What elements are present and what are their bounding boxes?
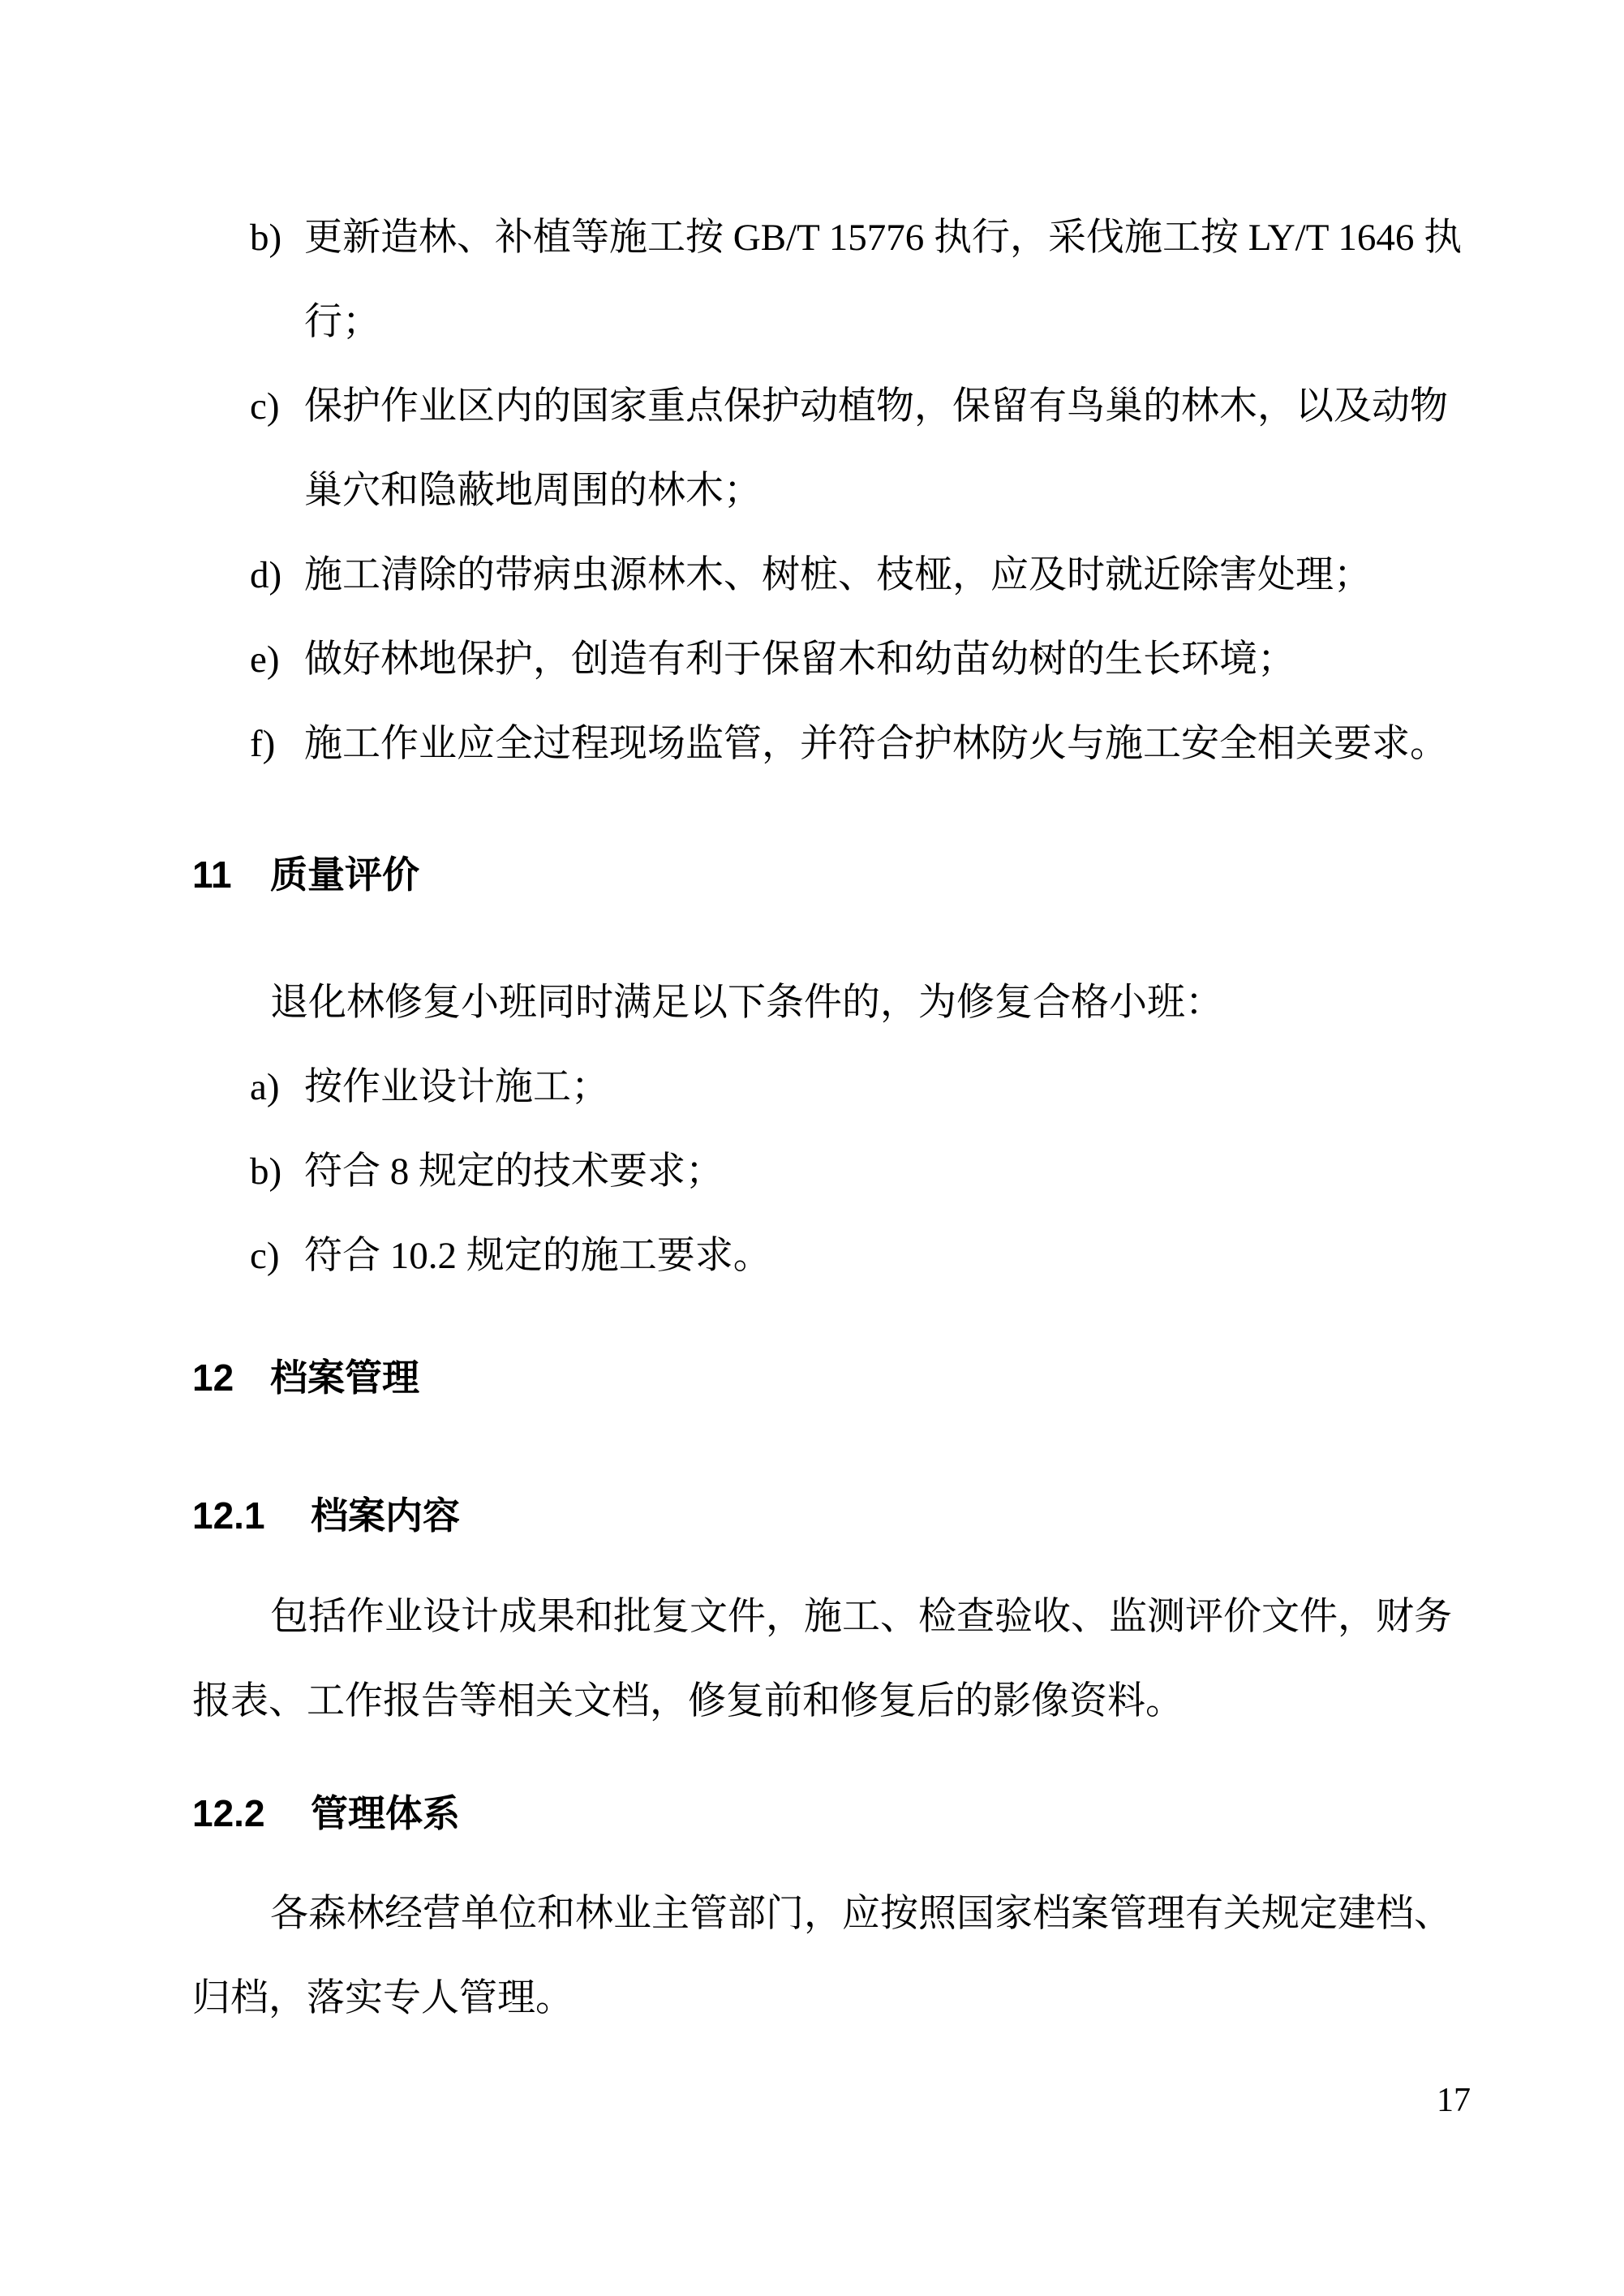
- section-12-1-paragraph: [192, 1575, 1452, 1743]
- paragraph-line: 报表、工作报告等相关文档，修复前和修复后的影像资料。: [192, 1680, 1184, 1722]
- list-item: [192, 364, 1452, 533]
- list-item-label: d): [250, 554, 282, 596]
- list-item: [192, 533, 1452, 617]
- list-line: [250, 1129, 1452, 1214]
- list-line: [250, 1214, 1452, 1298]
- section-heading-12: [192, 1354, 1452, 1401]
- section-12-2-paragraph: [192, 1872, 1452, 2040]
- list-line: [250, 702, 1452, 786]
- section-heading-11: [192, 851, 1452, 898]
- list-item-text: 符合 8 规定的技术要求；: [304, 1150, 724, 1193]
- list-item-text: 做好林地保护，创造有利于保留木和幼苗幼树的生长环境；: [304, 638, 1295, 681]
- list-item: [192, 196, 1463, 364]
- section-11-body: [192, 961, 1452, 1298]
- list-line: [250, 196, 1463, 280]
- section-number: 12: [192, 1357, 234, 1399]
- list-item-text: 施工清除的带病虫源林木、树桩、枝桠，应及时就近除害处理；: [304, 554, 1372, 596]
- paragraph-line: 包括作业设计成果和批复文件，施工、检查验收、监测评价文件，财务: [270, 1596, 1452, 1638]
- section-number: 12.2: [192, 1792, 265, 1834]
- list-item-label: a): [250, 1066, 280, 1108]
- list-line: [250, 364, 1452, 449]
- list-line-continuation: 巢穴和隐蔽地周围的林木；: [304, 470, 762, 512]
- section-title: 档案内容: [311, 1494, 460, 1537]
- list-item-text: 施工作业应全过程现场监管，并符合护林防火与施工安全相关要求。: [304, 723, 1448, 765]
- list-item-label: b): [250, 217, 282, 259]
- list-item-label: c): [250, 385, 280, 428]
- section-title: 质量评价: [270, 853, 419, 896]
- paragraph-line: 归档，落实专人管理。: [192, 1977, 574, 2019]
- list-item-label: e): [250, 638, 280, 681]
- list-line-continuation: 行；: [304, 301, 380, 343]
- list-top: [192, 196, 1463, 786]
- list-item-text: 符合 10.2 规定的施工要求。: [304, 1235, 771, 1277]
- page-number: 17: [1437, 2082, 1471, 2119]
- list-item-text: 按作业设计施工；: [304, 1066, 609, 1108]
- list-item-text: 更新造林、补植等施工按 GB/T 15776 执行，采伐施工按 LY/T 1646 执: [304, 217, 1463, 259]
- section-heading-12-1: [192, 1492, 1452, 1539]
- list-line: [250, 617, 1452, 702]
- list-item-text: 保护作业区内的国家重点保护动植物，保留有鸟巢的林木，以及动物: [304, 385, 1448, 428]
- section-number: 11: [192, 853, 232, 896]
- list-line: [250, 533, 1452, 617]
- section-heading-12-2: [192, 1790, 1452, 1837]
- section-title: 档案管理: [270, 1357, 419, 1399]
- section-number: 12.1: [192, 1494, 265, 1537]
- paragraph-line: 退化林修复小班同时满足以下条件的，为修复合格小班：: [270, 982, 1223, 1024]
- list-item: [192, 617, 1452, 702]
- list-item-label: f): [250, 723, 276, 765]
- section-title: 管理体系: [311, 1792, 460, 1834]
- list-item-label: c): [250, 1235, 280, 1277]
- list-line: [250, 1045, 1452, 1129]
- list-item: [192, 702, 1452, 786]
- list-item-label: b): [250, 1150, 282, 1193]
- paragraph-line: 各森林经营单位和林业主管部门，应按照国家档案管理有关规定建档、: [270, 1893, 1452, 1935]
